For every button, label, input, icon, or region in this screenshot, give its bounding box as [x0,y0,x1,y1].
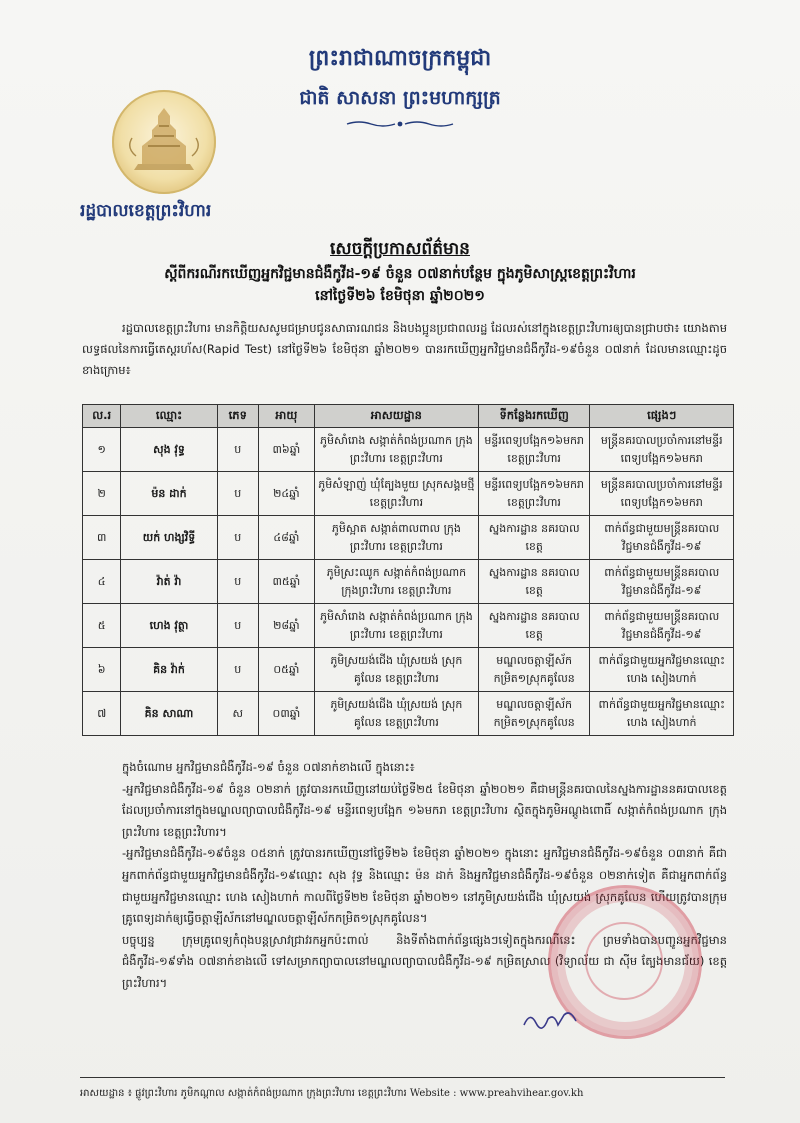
cell-age: ៤៨ឆ្នាំ [258,516,314,560]
header-detection-place: ទីកន្លែងរកឃើញ [478,405,590,428]
cell-remarks: ពាក់ព័ន្ធជាមួយអ្នកវិជ្ជមានឈ្មោះ ហេង សៀងហាក់ [590,648,734,692]
cell-name: យក់ ហង្សវិទ្ធី [121,516,217,560]
announcement-date: នៅថ្ងៃទី២៦ ខែមិថុនា ឆ្នាំ២០២១ [315,288,485,304]
body-paragraph-actions: បច្ចុប្បន្ន ក្រុមគ្រូពេទ្យកំពុងបន្តស្រាវជ្រាវរកអ្នកប៉ះពាល់ និងទីតាំងពាក់ព័ន្ធផ្សេងៗទៀតក្នុងករណីនេះ ព្រមទាំងបានបញ្ជូនអ្នកវិជ្ជមានជំងឺកូវីដ-១៩ទាំង ០៧នាក់ខាងលើ ទៅសម្រាកព្យាបាលនៅមណ្ឌលព្យាបាលជំងឺកូវីដ-១៩ កម្រិតស្រាល (វិទ្យាល័យ ជា ស៊ីម ត្បែងមានជ័យ) ខេត្តព្រះវិហារ។ [122,932,727,990]
cell-detection-place: ស្នងការដ្ឋាន នគរបាលខេត្ត [478,604,590,648]
cell-no: ៦ [83,648,121,692]
cell-name: សុង វុទ្ធ [121,428,217,472]
provincial-emblem-logo [112,90,216,194]
cell-address: ភូមិស្អាត សង្កាត់ពាលពាល ក្រុងព្រះវិហារ ខេត្តព្រះវិហារ [314,516,478,560]
cell-detection-place: ស្នងការដ្ឋាន នគរបាលខេត្ត [478,516,590,560]
table-row [83,604,734,648]
cell-address: ភូមិស្រយង់ជើង ឃុំស្រយង់ ស្រុកគូលែន ខេត្តព្រះវិហារ [314,648,478,692]
cell-name: ម៉ន ដាក់ [121,472,217,516]
body-paragraph-first-cases: -អ្នកវិជ្ជមានជំងឺកូវីដ-១៩ ចំនួន ០២នាក់ ត្រូវបានរកឃើញនៅយប់ថ្ងៃទី២៥ ខែមិថុនា ឆ្នាំ២០២១ គឺជាមន្ត្រីនគរបាលនៃស្នងការដ្ឋាននគរបាលខេត្ត ដែលប្រចាំការនៅក្នុងមណ្ឌលព្យាបាលជំងឺកូវីដ-១៩ មន្ទីរពេទ្យបង្អែក ១៦មករា ខេត្តព្រះវិហារ ស្ថិតក្នុងភូមិអណ្តូងពោធិ៍ សង្កាត់កំពង់ប្រណាក ក្រុងព្រះវិហារ ខេត្តព្រះវិហារ។ [122,781,727,839]
cell-detection-place: មន្ទីរពេទ្យបង្អែក១៦មករា ខេត្តព្រះវិហារ [478,472,590,516]
announcement-title: សេចក្តីប្រកាសព័ត៌មាន [330,239,470,259]
cell-sex: ប [217,648,258,692]
header-address: អាសយដ្ឋាន [314,405,478,428]
cell-address: ភូមិសាំរោង សង្កាត់កំពង់ប្រណាក ក្រុងព្រះវិហារ ខេត្តព្រះវិហារ [314,604,478,648]
table-header-row [83,405,734,428]
cell-name: គិន វ៉ាក់ [121,648,217,692]
cell-no: ២ [83,472,121,516]
header-age: អាយុ [258,405,314,428]
cell-address: ភូមិសំឡាញ់ ឃុំត្បែងមួយ ស្រុកសង្គមថ្មី ខេត្តព្រះវិហារ [314,472,478,516]
cell-no: ១ [83,428,121,472]
cell-name: ហេង វុត្ថា [121,604,217,648]
body-paragraph-second-cases: -អ្នកវិជ្ជមានជំងឺកូវីដ-១៩ចំនួន ០៥នាក់ ត្រូវបានរកឃើញនៅថ្ងៃទី២៦ ខែមិថុនា ឆ្នាំ២០២១ ក្នុងនោះ អ្នកវិជ្ជមានជំងឺកូវីដ-១៩ចំនួន ០៣នាក់ គឺជាអ្នកពាក់ព័ន្ធជាមួយអ្នកវិជ្ជមានជំងឺកូវីដ-១៩ឈ្មោះ សុង វុទ្ធ និងឈ្មោះ ម៉ន ដាក់ និងអ្នកវិជ្ជមានជំងឺកូវីដ-១៩ចំនួន ០២នាក់ទៀត គឺជាអ្នកពាក់ព័ន្ធជាមួយអ្នកវិជ្ជមានឈ្មោះ ហេង សៀងហាក់ កាលពីថ្ងៃទី២២ ខែមិថុនា ឆ្នាំ២០២១ នៅភូមិស្រយង់ជើង ឃុំស្រយង់ ស្រុកគូលែន ហើយត្រូវបានក្រុមគ្រូពេទ្យដាក់ឲ្យធ្វើចត្តាឡីស័កនៅមណ្ឌលចត្តាឡីស័កកម្រិត១ស្រុកគូលែន។ [122,846,727,926]
cell-detection-place: មណ្ឌលចត្តាឡីស័កកម្រិត១ស្រុកគូលែន [478,648,590,692]
header-no: ល.រ [83,405,121,428]
cell-address: ភូមិសាំរោង សង្កាត់កំពង់ប្រណាក ក្រុងព្រះវិហារ ខេត្តព្រះវិហារ [314,428,478,472]
table-row [83,472,734,516]
footer [80,1086,730,1101]
cell-no: ៧ [83,692,121,736]
ornament-divider [345,120,455,128]
cell-remarks: មន្ត្រីនគរបាលប្រចាំការនៅមន្ទីរពេទ្យបង្អែក១៦មករា [590,472,734,516]
cell-no: ៤ [83,560,121,604]
footer-divider [80,1077,725,1078]
issuing-authority: រដ្ឋបាលខេត្តព្រះវិហារ [80,201,212,221]
signature-mark [520,1005,580,1035]
cell-no: ៥ [83,604,121,648]
cell-remarks: ពាក់ព័ន្ធជាមួយមន្ត្រីនគរបាលវិជ្ជមានជំងឺកូវីដ-១៩ [590,604,734,648]
cell-detection-place: ស្នងការដ្ឋាន នគរបាលខេត្ត [478,560,590,604]
body-paragraph-summary: ក្នុងចំណោម អ្នកវិជ្ជមានជំងឺកូវីដ-១៩ ចំនួន ០៧នាក់ខាងលើ ក្នុងនោះ៖ [122,760,415,774]
cell-remarks: ពាក់ព័ន្ធជាមួយមន្ត្រីនគរបាលវិជ្ជមានជំងឺកូវីដ-១៩ [590,516,734,560]
header-sex: ភេទ [217,405,258,428]
cell-address: ភូមិស្រះឈូក សង្កាត់កំពង់ប្រណាក ក្រុងព្រះវិហារ ខេត្តព្រះវិហារ [314,560,478,604]
footer-website-link[interactable]: Website : www.preahvihear.gov.kh [409,1088,584,1099]
cell-address: ភូមិស្រយង់ជើង ឃុំស្រយង់ ស្រុកគូលែន ខេត្តព្រះវិហារ [314,692,478,736]
cases-table [82,404,734,736]
intro-text: រដ្ឋបាលខេត្តព្រះវិហារ មានកិត្តិយសសូមជម្រាបជូនសាធារណជន និងបងប្អូនប្រជាពលរដ្ឋ ដែលរស់នៅក្នុងខេត្តព្រះវិហារឲ្យបានជ្រាបថា៖ យោងតាមលទ្ធផលនៃការធ្វើតេស្តរហ័ស(Rapid Test) នៅថ្ងៃទី២៦ ខែមិថុនា ឆ្នាំ២០២១ បានរកឃើញអ្នកវិជ្ជមានជំងឺកូវីដ-១៩ចំនួន ០៧នាក់ ដែលមានឈ្មោះដូចខាងក្រោម៖ [82,321,727,377]
cell-detection-place: មន្ទីរពេទ្យបង្អែក១៦មករា ខេត្តព្រះវិហារ [478,428,590,472]
table-row [83,428,734,472]
cell-sex: ប [217,472,258,516]
cell-remarks: ពាក់ព័ន្ធជាមួយអ្នកវិជ្ជមានឈ្មោះ ហេង សៀងហាក់ [590,692,734,736]
national-motto: ជាតិ សាសនា ព្រះមហាក្សត្រ [299,87,501,109]
table-row [83,692,734,736]
cell-detection-place: មណ្ឌលចត្តាឡីស័កកម្រិត១ស្រុកគូលែន [478,692,590,736]
intro-paragraph [82,318,727,381]
table-row [83,560,734,604]
footer-address: អាសយដ្ឋាន ៖ ផ្លូវព្រះវិហារ ភូមិកណ្តាល សង្កាត់កំពង់ប្រណាក ក្រុងព្រះវិហារ ខេត្តព្រះវិហារ [80,1088,407,1099]
cell-age: ០៣ឆ្នាំ [258,692,314,736]
table-row [83,648,734,692]
cell-remarks: មន្ត្រីនគរបាលប្រចាំការនៅមន្ទីរពេទ្យបង្អែក១៦មករា [590,428,734,472]
cell-no: ៣ [83,516,121,560]
cell-sex: ប [217,560,258,604]
header-name: ឈ្មោះ [121,405,217,428]
cell-age: ០៥ឆ្នាំ [258,648,314,692]
announcement-subject: ស្តីពីករណីរកឃើញអ្នកវិជ្ជមានជំងឺកូវីដ-១៩ ចំនួន ០៧នាក់បន្ថែម ក្នុងភូមិសាស្រ្តខេត្តព្រះវិហារ [164,266,636,282]
cell-age: ៣៥ឆ្នាំ [258,560,314,604]
kingdom-heading: ព្រះរាជាណាចក្រកម្ពុជា [308,45,492,71]
cell-age: ២៤ឆ្នាំ [258,472,314,516]
cell-remarks: ពាក់ព័ន្ធជាមួយមន្ត្រីនគរបាលវិជ្ជមានជំងឺកូវីដ-១៩ [590,560,734,604]
seal-inner-ring [585,922,663,1000]
cell-sex: ស [217,692,258,736]
header-remarks: ផ្សេងៗ [590,405,734,428]
cell-age: ៣៦ឆ្នាំ [258,428,314,472]
cell-name: វ៉ាត់ វ៉ា [121,560,217,604]
cell-sex: ប [217,516,258,560]
cell-sex: ប [217,604,258,648]
cell-age: ២៨ឆ្នាំ [258,604,314,648]
cell-sex: ប [217,428,258,472]
cell-name: គិន សាណា [121,692,217,736]
table-row [83,516,734,560]
